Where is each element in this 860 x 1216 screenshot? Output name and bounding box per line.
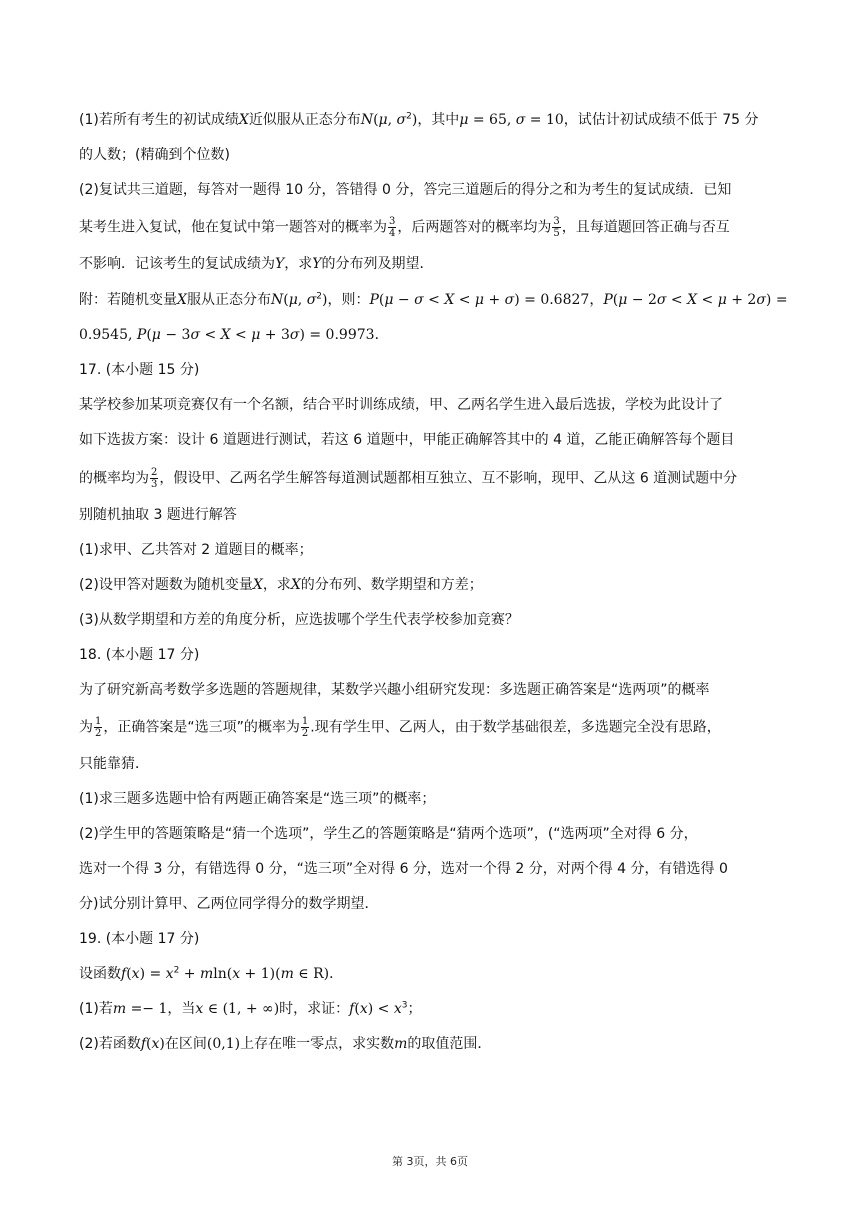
text-run: ， bbox=[589, 292, 604, 308]
q18-part1 bbox=[79, 789, 790, 809]
text-run: (1)求甲、乙共答对 2 道题目的概率； bbox=[79, 542, 313, 558]
math-symbol: m bbox=[199, 966, 214, 982]
math-text: = 65, bbox=[468, 112, 516, 128]
superscript: 2 bbox=[406, 111, 412, 122]
text-run: (1)若所有考生的初试成绩 bbox=[79, 112, 239, 128]
text-run: 在区间 bbox=[164, 1036, 207, 1052]
text-run: ，其中 bbox=[417, 112, 460, 128]
math-text: (0,1) bbox=[206, 1036, 241, 1052]
text-run: ，求 bbox=[262, 577, 291, 593]
text-run: 上存在唯一零点，求实数 bbox=[240, 1036, 395, 1052]
math-text: − 2 bbox=[627, 292, 657, 308]
text-run: 附：若随机变量 bbox=[79, 292, 177, 308]
math-symbol: Y bbox=[312, 256, 322, 272]
math-symbol: x bbox=[393, 1001, 402, 1017]
math-text: < bbox=[454, 292, 475, 308]
math-symbol: σ bbox=[756, 292, 766, 308]
q18-part2-line3 bbox=[79, 894, 790, 914]
fraction bbox=[94, 716, 102, 739]
math-text: + 2 bbox=[726, 292, 757, 308]
fraction-denominator: 3 bbox=[151, 479, 158, 490]
math-text: + 1)( bbox=[240, 966, 281, 982]
math-text: < bbox=[230, 327, 252, 343]
math-symbol: σ bbox=[656, 292, 667, 308]
text-run: ，且每道题回答正确与否互 bbox=[561, 219, 730, 236]
math-symbol: σ bbox=[289, 327, 300, 343]
math-symbol: μ bbox=[384, 292, 394, 308]
math-text: ( bbox=[126, 966, 132, 982]
math-symbol: X bbox=[290, 577, 301, 593]
text-run: 的分布列、数学期望和方差； bbox=[300, 577, 483, 593]
q17-stem-line3 bbox=[79, 467, 790, 490]
math-text: ∈ (1, + ∞) bbox=[203, 1001, 280, 1017]
text-run: ，正确答案是“选三项”的概率为 bbox=[103, 719, 300, 736]
q16-part2-line2 bbox=[79, 216, 790, 239]
math-text: < bbox=[423, 292, 445, 308]
text-run: 的取值范围． bbox=[407, 1036, 492, 1052]
text-run: 17. (本小题 15 分) bbox=[79, 362, 200, 378]
math-text: − bbox=[393, 292, 415, 308]
math-symbol: x bbox=[131, 966, 140, 982]
text-run: 设函数 bbox=[79, 966, 121, 982]
fraction bbox=[552, 216, 560, 239]
text-run: 的分布列及期望． bbox=[321, 256, 434, 272]
text-run: 选对一个得 3 分，有错选得 0 分，“选三项”全对得 6 分，选对一个得 2 分，对两个得 4 分，有错选得 0 bbox=[79, 861, 728, 877]
fraction-numerator: 1 bbox=[301, 716, 309, 727]
q16-part2-line3 bbox=[79, 254, 790, 274]
math-text: + bbox=[484, 292, 505, 308]
text-run: (3)从数学期望和方差的角度分析，应选拔哪个学生代表学校参加竞赛？ bbox=[79, 612, 519, 628]
text-run: (2)若函数 bbox=[79, 1036, 141, 1052]
text-run: (1)若 bbox=[79, 1001, 113, 1017]
text-run: ； bbox=[407, 1001, 422, 1017]
math-symbol: Y bbox=[275, 256, 285, 272]
math-symbol: μ bbox=[717, 292, 727, 308]
text-run: 只能靠猜． bbox=[79, 756, 149, 772]
text-run: 19. (本小题 17 分) bbox=[79, 931, 200, 947]
q19-part1 bbox=[79, 999, 790, 1019]
math-symbol: x bbox=[151, 1036, 160, 1052]
math-text: ) < bbox=[367, 1001, 394, 1017]
math-symbol: μ bbox=[459, 112, 469, 128]
math-text: < bbox=[666, 292, 688, 308]
text-run: ． bbox=[329, 966, 344, 982]
math-symbol: σ bbox=[190, 327, 200, 343]
text-run: (2)复试共三道题，每答对一题得 10 分，答错得 0 分，答完三道题后的得分之和为考生的复试成绩．已知 bbox=[79, 182, 732, 198]
q17-part3 bbox=[79, 610, 790, 630]
math-symbol: σ bbox=[396, 112, 407, 128]
fraction-denominator: 2 bbox=[301, 728, 309, 739]
math-symbol: μ bbox=[378, 112, 388, 128]
text-run: 的概率均为 bbox=[79, 470, 149, 487]
math-symbol: X bbox=[444, 292, 455, 308]
fraction-numerator: 2 bbox=[151, 467, 158, 478]
math-symbol: m bbox=[112, 1001, 127, 1017]
text-run: ，试估计初试成绩不低于 75 分 bbox=[563, 112, 759, 128]
math-text: − 3 bbox=[160, 327, 191, 343]
q18-part2-line2 bbox=[79, 859, 790, 879]
fraction-numerator: 3 bbox=[389, 216, 396, 227]
math-symbol: μ bbox=[288, 292, 298, 308]
math-symbol: σ bbox=[414, 292, 424, 308]
math-text: =− 1 bbox=[126, 1001, 168, 1017]
math-symbol: f bbox=[121, 966, 127, 982]
q17-stem-line2 bbox=[79, 430, 790, 450]
text-run: 服从正态分布 bbox=[186, 292, 271, 308]
q17-stem-line4 bbox=[79, 505, 790, 525]
q16-appendix-line1 bbox=[79, 290, 790, 310]
math-text: , bbox=[387, 112, 397, 128]
math-text: + bbox=[179, 966, 200, 982]
math-symbol: N bbox=[360, 112, 374, 128]
math-symbol: X bbox=[252, 577, 263, 593]
text-run: ，当 bbox=[167, 1001, 196, 1017]
text-run: (2)学生甲的答题策略是“猜一个选项”，学生乙的答题策略是“猜两个选项”，(“选两项”全对得 6 分， bbox=[79, 826, 698, 842]
math-symbol: P bbox=[369, 292, 379, 308]
text-run: 的人数；(精确到个位数) bbox=[79, 147, 230, 163]
math-text: < bbox=[697, 292, 718, 308]
q16-part2-line1 bbox=[79, 180, 790, 200]
q17-stem-line1 bbox=[79, 395, 790, 415]
math-symbol: X bbox=[238, 112, 249, 128]
math-symbol: σ bbox=[306, 292, 317, 308]
text-run: 为 bbox=[79, 719, 93, 736]
math-text: ( bbox=[354, 1001, 360, 1017]
q18-part2-line1 bbox=[79, 824, 790, 844]
math-symbol: x bbox=[359, 1001, 368, 1017]
math-text: ∈ R) bbox=[293, 966, 330, 982]
math-text: ) = bbox=[139, 966, 166, 982]
q16-part1-line2 bbox=[79, 145, 790, 165]
superscript: 2 bbox=[173, 965, 180, 976]
text-run: .现有学生甲、乙两人，由于数学基础很差，多选题完全没有思路， bbox=[310, 719, 721, 736]
text-run: 不影响．记该考生的复试成绩为 bbox=[79, 256, 275, 272]
math-text: ) = bbox=[765, 292, 788, 308]
math-symbol: P bbox=[603, 292, 613, 308]
math-symbol: N bbox=[270, 292, 284, 308]
q16-appendix-line2 bbox=[79, 325, 790, 345]
q19-part2 bbox=[79, 1034, 790, 1054]
q17-heading bbox=[79, 360, 790, 380]
math-symbol: f bbox=[140, 1036, 147, 1052]
page-footer: 第 3页，共 6页 bbox=[392, 1155, 468, 1168]
text-run: (1)求三题多选题中恰有两题正确答案是“选三项”的概率； bbox=[79, 791, 436, 807]
math-text: ) = 0.9973 bbox=[299, 327, 375, 343]
q18-stem-line3 bbox=[79, 754, 790, 774]
math-text: ( bbox=[612, 292, 619, 308]
math-symbol: X bbox=[687, 292, 698, 308]
superscript: 2 bbox=[316, 291, 322, 302]
math-text: ( bbox=[146, 327, 152, 343]
text-run: 如下选拔方案：设计 6 道题进行测试，若这 6 道题中，甲能正确解答其中的 4 道，乙能正确解答每个题目 bbox=[79, 432, 735, 448]
fraction bbox=[301, 716, 309, 739]
text-run: 某考生进入复试，他在复试中第一题答对的概率为 bbox=[79, 219, 387, 236]
text-run: 18. (本小题 17 分) bbox=[79, 647, 200, 663]
fraction-numerator: 3 bbox=[553, 216, 560, 227]
fraction-denominator: 4 bbox=[389, 228, 396, 239]
superscript: 3 bbox=[401, 1000, 408, 1011]
text-run: ，则： bbox=[327, 292, 370, 308]
q16-part1-line1 bbox=[79, 110, 790, 130]
math-text: ( bbox=[378, 292, 385, 308]
text-run: 为了研究新高考数学多选题的答题规律，某数学兴趣小组研究发现：多选题正确答案是“选两项”的概率 bbox=[79, 682, 710, 698]
text-run: 分)试分别计算甲、乙两位同学得分的数学期望． bbox=[79, 896, 379, 912]
math-symbol: μ bbox=[251, 327, 261, 343]
math-text: ) bbox=[159, 1036, 165, 1052]
text-run: ，求 bbox=[284, 256, 313, 272]
text-run: ，后两题答对的概率均为 bbox=[397, 219, 552, 236]
q19-stem bbox=[79, 964, 790, 984]
q18-stem-line1 bbox=[79, 680, 790, 700]
math-symbol: x bbox=[165, 966, 174, 982]
math-text: ) = 0.6827 bbox=[514, 292, 590, 308]
math-symbol: m bbox=[280, 966, 294, 982]
text-run: 别随机抽取 3 题进行解答 bbox=[79, 507, 237, 523]
fraction-denominator: 5 bbox=[553, 228, 560, 239]
fraction-numerator: 1 bbox=[95, 716, 102, 727]
text-run: (2)设甲答对题数为随机变量 bbox=[79, 577, 253, 593]
math-symbol: σ bbox=[504, 292, 515, 308]
math-symbol: X bbox=[220, 327, 231, 343]
math-text: ( bbox=[373, 112, 379, 128]
text-run: 时，求证： bbox=[279, 1001, 350, 1017]
text-run: 近似服从正态分布 bbox=[248, 112, 361, 128]
math-text: ) bbox=[322, 292, 328, 308]
math-symbol: P bbox=[136, 327, 147, 343]
math-symbol: m bbox=[394, 1036, 408, 1052]
fraction-denominator: 2 bbox=[95, 728, 102, 739]
text-run: ． bbox=[374, 327, 389, 343]
math-symbol: μ bbox=[151, 327, 161, 343]
math-text: ( bbox=[146, 1036, 152, 1052]
math-symbol: f bbox=[349, 1001, 355, 1017]
q17-part1 bbox=[79, 540, 790, 560]
math-text: ln( bbox=[213, 966, 233, 982]
math-symbol: σ bbox=[515, 112, 526, 128]
math-text: < bbox=[200, 327, 221, 343]
text-run: 某学校参加某项竞赛仅有一个名额，结合平时训练成绩，甲、乙两名学生进入最后选拔，学校为此设计了 bbox=[79, 397, 723, 413]
math-symbol: X bbox=[177, 292, 187, 308]
q18-stem-line2 bbox=[79, 716, 790, 739]
fraction bbox=[388, 216, 396, 239]
q17-part2 bbox=[79, 575, 790, 595]
q19-heading bbox=[79, 929, 790, 949]
math-text: , bbox=[297, 292, 307, 308]
math-symbol: μ bbox=[474, 292, 485, 308]
q18-heading bbox=[79, 645, 790, 665]
math-text: 0.9545, bbox=[79, 327, 137, 343]
math-symbol: μ bbox=[618, 292, 628, 308]
math-symbol: x bbox=[195, 1001, 204, 1017]
fraction bbox=[150, 467, 158, 490]
math-symbol: x bbox=[232, 966, 241, 982]
text-run: ，假设甲、乙两名学生解答每道测试题都相互独立、互不影响，现甲、乙从这 6 道测试题中分 bbox=[159, 470, 738, 487]
math-text: = 10 bbox=[525, 112, 564, 128]
math-text: + 3 bbox=[260, 327, 290, 343]
math-text: ( bbox=[283, 292, 289, 308]
math-text: ) bbox=[411, 112, 418, 128]
